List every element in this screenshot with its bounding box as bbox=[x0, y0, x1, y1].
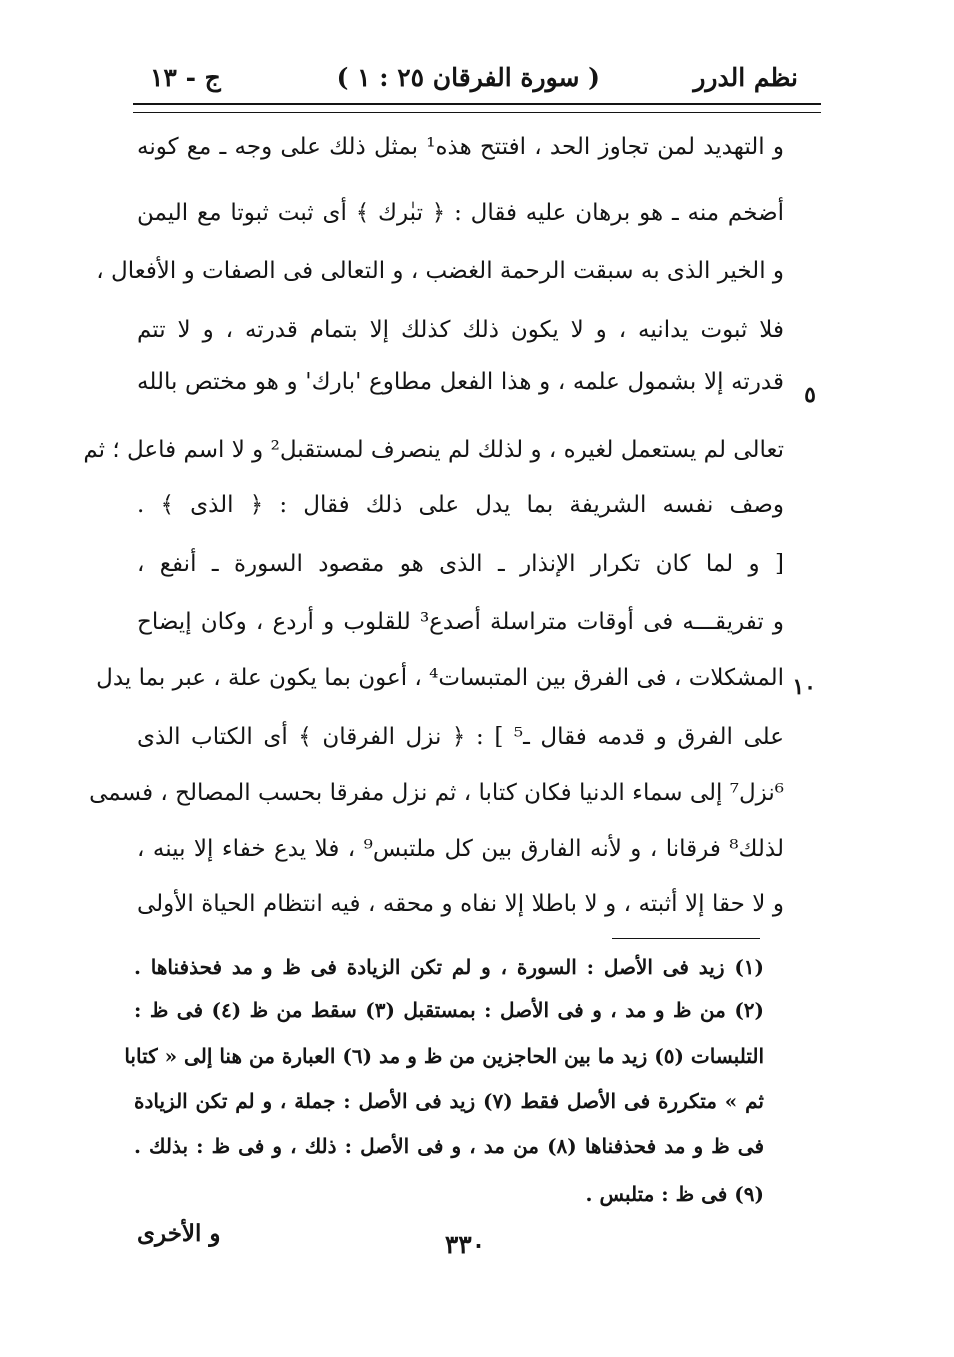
text-line: فلا ثبوت يدانيه ، و لا يكون ذلك كذلك إلا بتمام قدرته ، و لا تتم bbox=[137, 317, 784, 343]
surah-reference: ( سورة الفرقان ٢٥ : ١ ) bbox=[336, 63, 600, 92]
text-line: و الخير الذى به سبقت الرحمة الغضب ، و التعالى فى الصفات و الأفعال ، bbox=[96, 258, 784, 284]
page-number: ٣٣٠ bbox=[444, 1230, 486, 1259]
header-rule-thin bbox=[133, 112, 821, 113]
text-line: [ و لما كان تكرار الإنذار ـ الذى هو مقصود السورة ـ أنفع ، bbox=[137, 551, 784, 577]
text-line: و تفريقـــه فى أوقات متراسلة أصدع³ للقلوب و أردع ، وكان إيضاح bbox=[137, 609, 785, 635]
text-line: لذلك⁸ فرقانا ، و لأنه الفارق بين كل ملتبس⁹ ، فلا يدع خفاء إلا بينه ، bbox=[137, 836, 784, 862]
footnote-line: فى ظ و مد فحذفناها (٨) من مد ، و فى الأصل : ذلك ، و فى ظ : بذلك . bbox=[134, 1134, 765, 1158]
text-line: و التهديد لمن تجاوز الحد ، افتتح هذه¹ بمثل ذلك على وجه ـ مع كونه bbox=[137, 134, 784, 160]
text-line: قدرته إلا بشمول علمه ، و هذا الفعل مطاوع 'بارك' و هو مختص بالله bbox=[137, 369, 784, 395]
footnote-line: (٢) من ظ و مد ، و فى الأصل : بمستقبل (٣) سقط من ظ (٤) فى ظ : bbox=[134, 998, 764, 1022]
text-line: وصف نفسه الشريفة بما يدل على ذلك فقال : ﴿ الذى ﴾ . bbox=[137, 492, 784, 518]
text-line: ⁶نزل⁷ إلى سماء الدنيا فكان كتابا ، ثم نزل مفرقا بحسب المصالح ، فسمى bbox=[89, 780, 784, 806]
header-rule bbox=[133, 103, 821, 105]
footnote-separator bbox=[612, 938, 760, 939]
line-number-5: ٥ bbox=[804, 382, 816, 408]
text-line: على الفرق و قدمه فقال ـ⁵ ] : ﴿ نزل الفرقان ﴾ أى الكتاب الذى bbox=[137, 724, 784, 750]
catchword: و الأخرى bbox=[137, 1220, 221, 1247]
footnote-line: ثم » متكررة فى الأصل فقط (٧) زيد فى الأصل : جملة ، و لم تكن الزيادة bbox=[134, 1089, 764, 1113]
text-line: و لا حقا إلا أثبته ، و لا باطلا إلا نفاه و محقه ، فيه انتظام الحياة الأولى bbox=[137, 891, 784, 917]
footnote-line: التلبسات (٥) زيد ما بين الحاجزين من ظ و مد (٦) العبارة من هنا إلى « كتابا bbox=[124, 1044, 764, 1068]
line-number-10: ١٠ bbox=[792, 674, 816, 700]
text-line: تعالى لم يستعمل لغيره ، و لذلك لم ينصرف لمستقبل² و لا اسم فاعل ؛ ثم bbox=[83, 437, 784, 463]
text-line: أضخم منه ـ هو برهان عليه فقال : ﴿ تبٰرك ﴾ أى ثبت ثبوتا مع اليمن bbox=[137, 200, 784, 226]
book-title: نظم الدرر bbox=[693, 63, 798, 92]
text-line: المشكلات ، فى الفرق بين المتبسات⁴ ، أعون بما يكون علة ، عبر بما يدل bbox=[96, 665, 784, 691]
footnote-line: (١) زيد فى الأصل : السورة ، و لم تكن الزيادة فى ظ و مد فحذفناها . bbox=[134, 955, 764, 979]
footnote-line: (٩) فى ظ : متلبس . bbox=[585, 1182, 764, 1206]
volume-number: ج - ١٣ bbox=[150, 63, 221, 92]
